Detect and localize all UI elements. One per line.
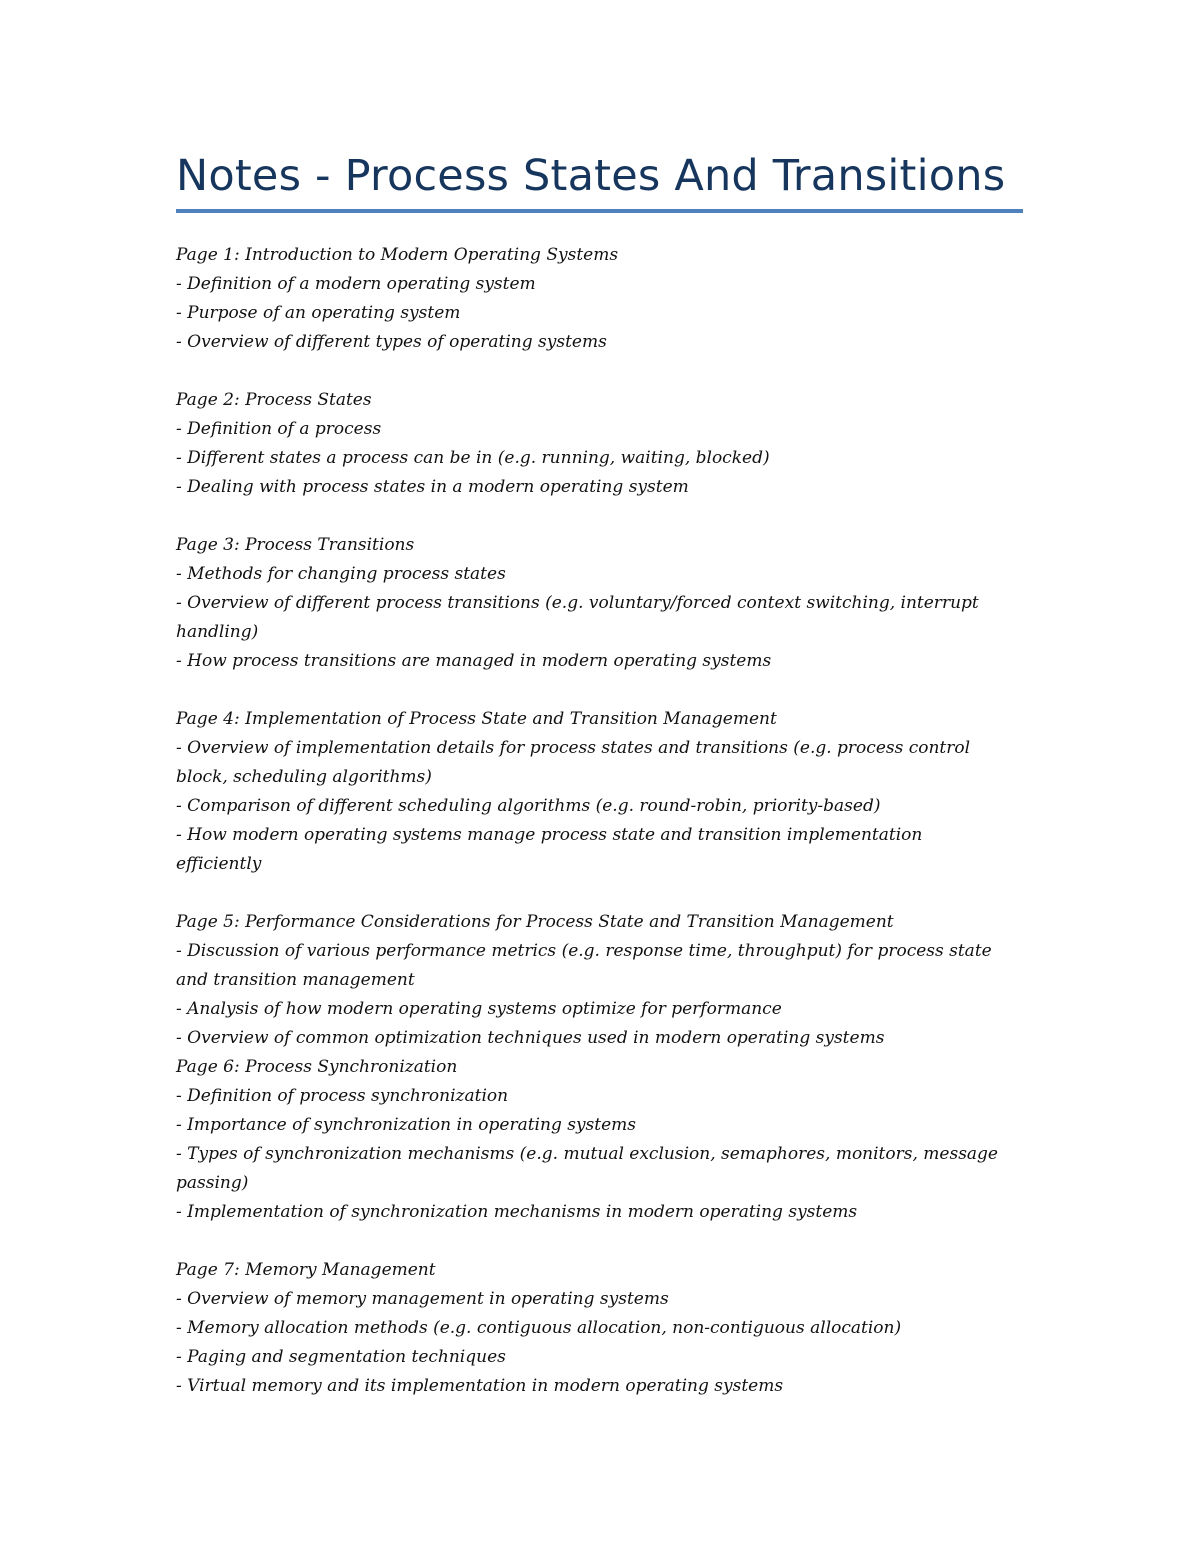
section-heading: Page 4: Implementation of Process State and Transition Management [176,709,777,729]
bullet-line: - Implementation of synchronization mechanisms in modern operating systems [176,1202,858,1222]
paragraph-gap [176,502,1026,531]
section-heading: Page 7: Memory Management [176,1260,436,1280]
bullet-line: - Importance of synchronization in operating systems [176,1115,637,1135]
bullet-line: - Overview of memory management in operating systems [176,1289,669,1309]
bullet-line: - Definition of a process [176,419,382,439]
document-body [176,241,1026,1401]
bullet-line: - Methods for changing process states [176,564,506,584]
bullet-line: - Comparison of different scheduling algorithms (e.g. round-robin, priority-based) [176,796,881,816]
bullet-line: - Overview of implementation details for process states and transitions (e.g. process control [176,738,971,758]
bullet-line: - Different states a process can be in (e.g. running, waiting, blocked) [176,448,770,468]
bullet-line: and transition management [176,970,415,990]
paragraph-gap [176,676,1026,705]
bullet-line: efficiently [176,854,262,874]
bullet-line: - Discussion of various performance metrics (e.g. response time, throughput) for process state [176,941,992,961]
section-heading: Page 5: Performance Considerations for Process State and Transition Management [176,912,894,932]
bullet-line: - Overview of different types of operating systems [176,332,607,352]
bullet-line: block, scheduling algorithms) [176,767,432,787]
bullet-line: - Overview of common optimization techniques used in modern operating systems [176,1028,885,1048]
bullet-line: - Types of synchronization mechanisms (e.g. mutual exclusion, semaphores, monitors, message [176,1144,998,1164]
bullet-line: - Memory allocation methods (e.g. contiguous allocation, non-contiguous allocation) [176,1318,902,1338]
section-heading: Page 3: Process Transitions [176,535,415,555]
bullet-line: - Definition of process synchronization [176,1086,509,1106]
section-heading: Page 1: Introduction to Modern Operating Systems [176,245,619,265]
document-title: Notes - Process States And Transitions [176,151,1006,201]
bullet-line: - Virtual memory and its implementation in modern operating systems [176,1376,784,1396]
bullet-line: handling) [176,622,259,642]
section-heading: Page 2: Process States [176,390,372,410]
section-heading: Page 6: Process Synchronization [176,1057,458,1077]
title-underline [176,209,1023,213]
bullet-line: - How process transitions are managed in modern operating systems [176,651,772,671]
bullet-line: - Analysis of how modern operating systems optimize for performance [176,999,782,1019]
bullet-line: - Overview of different process transitions (e.g. voluntary/forced context switching, interrupt [176,593,979,613]
bullet-line: - Dealing with process states in a modern operating system [176,477,689,497]
paragraph-gap [176,357,1026,386]
bullet-line: - Paging and segmentation techniques [176,1347,506,1367]
bullet-line: - How modern operating systems manage process state and transition implementation [176,825,923,845]
paragraph-gap [176,1227,1026,1256]
bullet-line: - Purpose of an operating system [176,303,461,323]
paragraph-gap [176,879,1026,908]
bullet-line: - Definition of a modern operating system [176,274,536,294]
bullet-line: passing) [176,1173,249,1193]
